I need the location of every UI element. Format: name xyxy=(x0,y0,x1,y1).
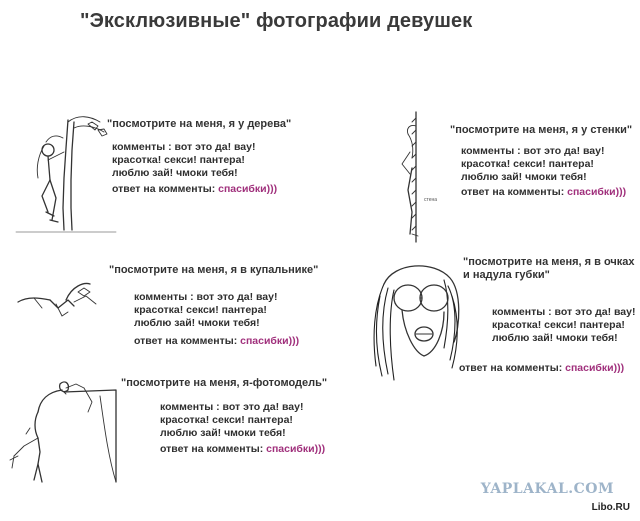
model-sketch xyxy=(4,364,124,494)
answer-thanks: спасибки))) xyxy=(266,443,326,455)
panel-swimsuit-answer xyxy=(134,335,299,347)
comment-line: люблю зай! чмоки тебя! xyxy=(461,171,587,183)
comment-line: красотка! секси! пантера! xyxy=(134,304,267,316)
comment-line: комменты : вот это да! вау! xyxy=(461,145,605,157)
panel-model-comments xyxy=(160,401,303,440)
watermark-yaplakal: YAPLAKAL.COM xyxy=(480,481,614,497)
watermark-libo: Libo.RU xyxy=(591,502,630,513)
answer-label: ответ на комменты: xyxy=(112,183,216,195)
swimsuit-sketch xyxy=(14,278,109,328)
comment-line: красотка! секси! пантера! xyxy=(112,154,245,166)
comment-line: комменты : вот это да! вау! xyxy=(160,401,304,413)
answer-thanks: спасибки))) xyxy=(240,335,300,347)
comment-line: красотка! секси! пантера! xyxy=(160,414,293,426)
answer-label: ответ на комменты: xyxy=(459,362,563,374)
answer-label: ответ на комменты: xyxy=(160,443,264,455)
panel-model-answer xyxy=(160,443,325,455)
answer-thanks: спасибки))) xyxy=(567,186,627,198)
panel-wall-answer xyxy=(461,186,626,198)
panel-swimsuit-comments xyxy=(134,291,277,330)
answer-label: ответ на комменты: xyxy=(134,335,238,347)
comment-line: красотка! секси! пантера! xyxy=(461,158,594,170)
wall-label: стена xyxy=(424,197,438,203)
panel-glasses-comments xyxy=(492,306,635,345)
comment-line: комменты : вот это да! вау! xyxy=(492,306,636,318)
answer-thanks: спасибки))) xyxy=(565,362,625,374)
comment-line: комменты : вот это да! вау! xyxy=(112,141,256,153)
panel-swimsuit-caption: "посмотрите на меня, я в купальнике" xyxy=(109,264,319,276)
tree-sketch xyxy=(8,108,118,238)
comment-line: люблю зай! чмоки тебя! xyxy=(134,317,260,329)
comment-line: красотка! секси! пантера! xyxy=(492,319,625,331)
panel-tree-comments xyxy=(112,141,255,180)
panel-tree-answer xyxy=(112,183,277,195)
wall-sketch xyxy=(388,108,448,248)
answer-label: ответ на комменты: xyxy=(461,186,565,198)
comment-line: люблю зай! чмоки тебя! xyxy=(112,167,238,179)
caption-line: "посмотрите на меня, я в очках xyxy=(463,256,635,268)
answer-thanks: спасибки))) xyxy=(218,183,278,195)
comment-line: комменты : вот это да! вау! xyxy=(134,291,278,303)
panel-glasses-answer xyxy=(459,362,624,374)
glasses-face-sketch xyxy=(364,256,464,386)
panel-model-caption: "посмотрите на меня, я-фотомодель" xyxy=(121,377,328,389)
comment-line: люблю зай! чмоки тебя! xyxy=(160,427,286,439)
page-title: "Эксклюзивные" фотографии девушек xyxy=(80,10,473,32)
panel-glasses-caption xyxy=(463,256,635,282)
comment-line: люблю зай! чмоки тебя! xyxy=(492,332,618,344)
panel-wall-caption: "посмотрите на меня, я у стенки" xyxy=(450,124,633,136)
panel-wall-comments xyxy=(461,145,604,184)
panel-tree-caption: "посмотрите на меня, я у дерева" xyxy=(107,118,292,130)
caption-line: и надула губки" xyxy=(463,269,550,281)
